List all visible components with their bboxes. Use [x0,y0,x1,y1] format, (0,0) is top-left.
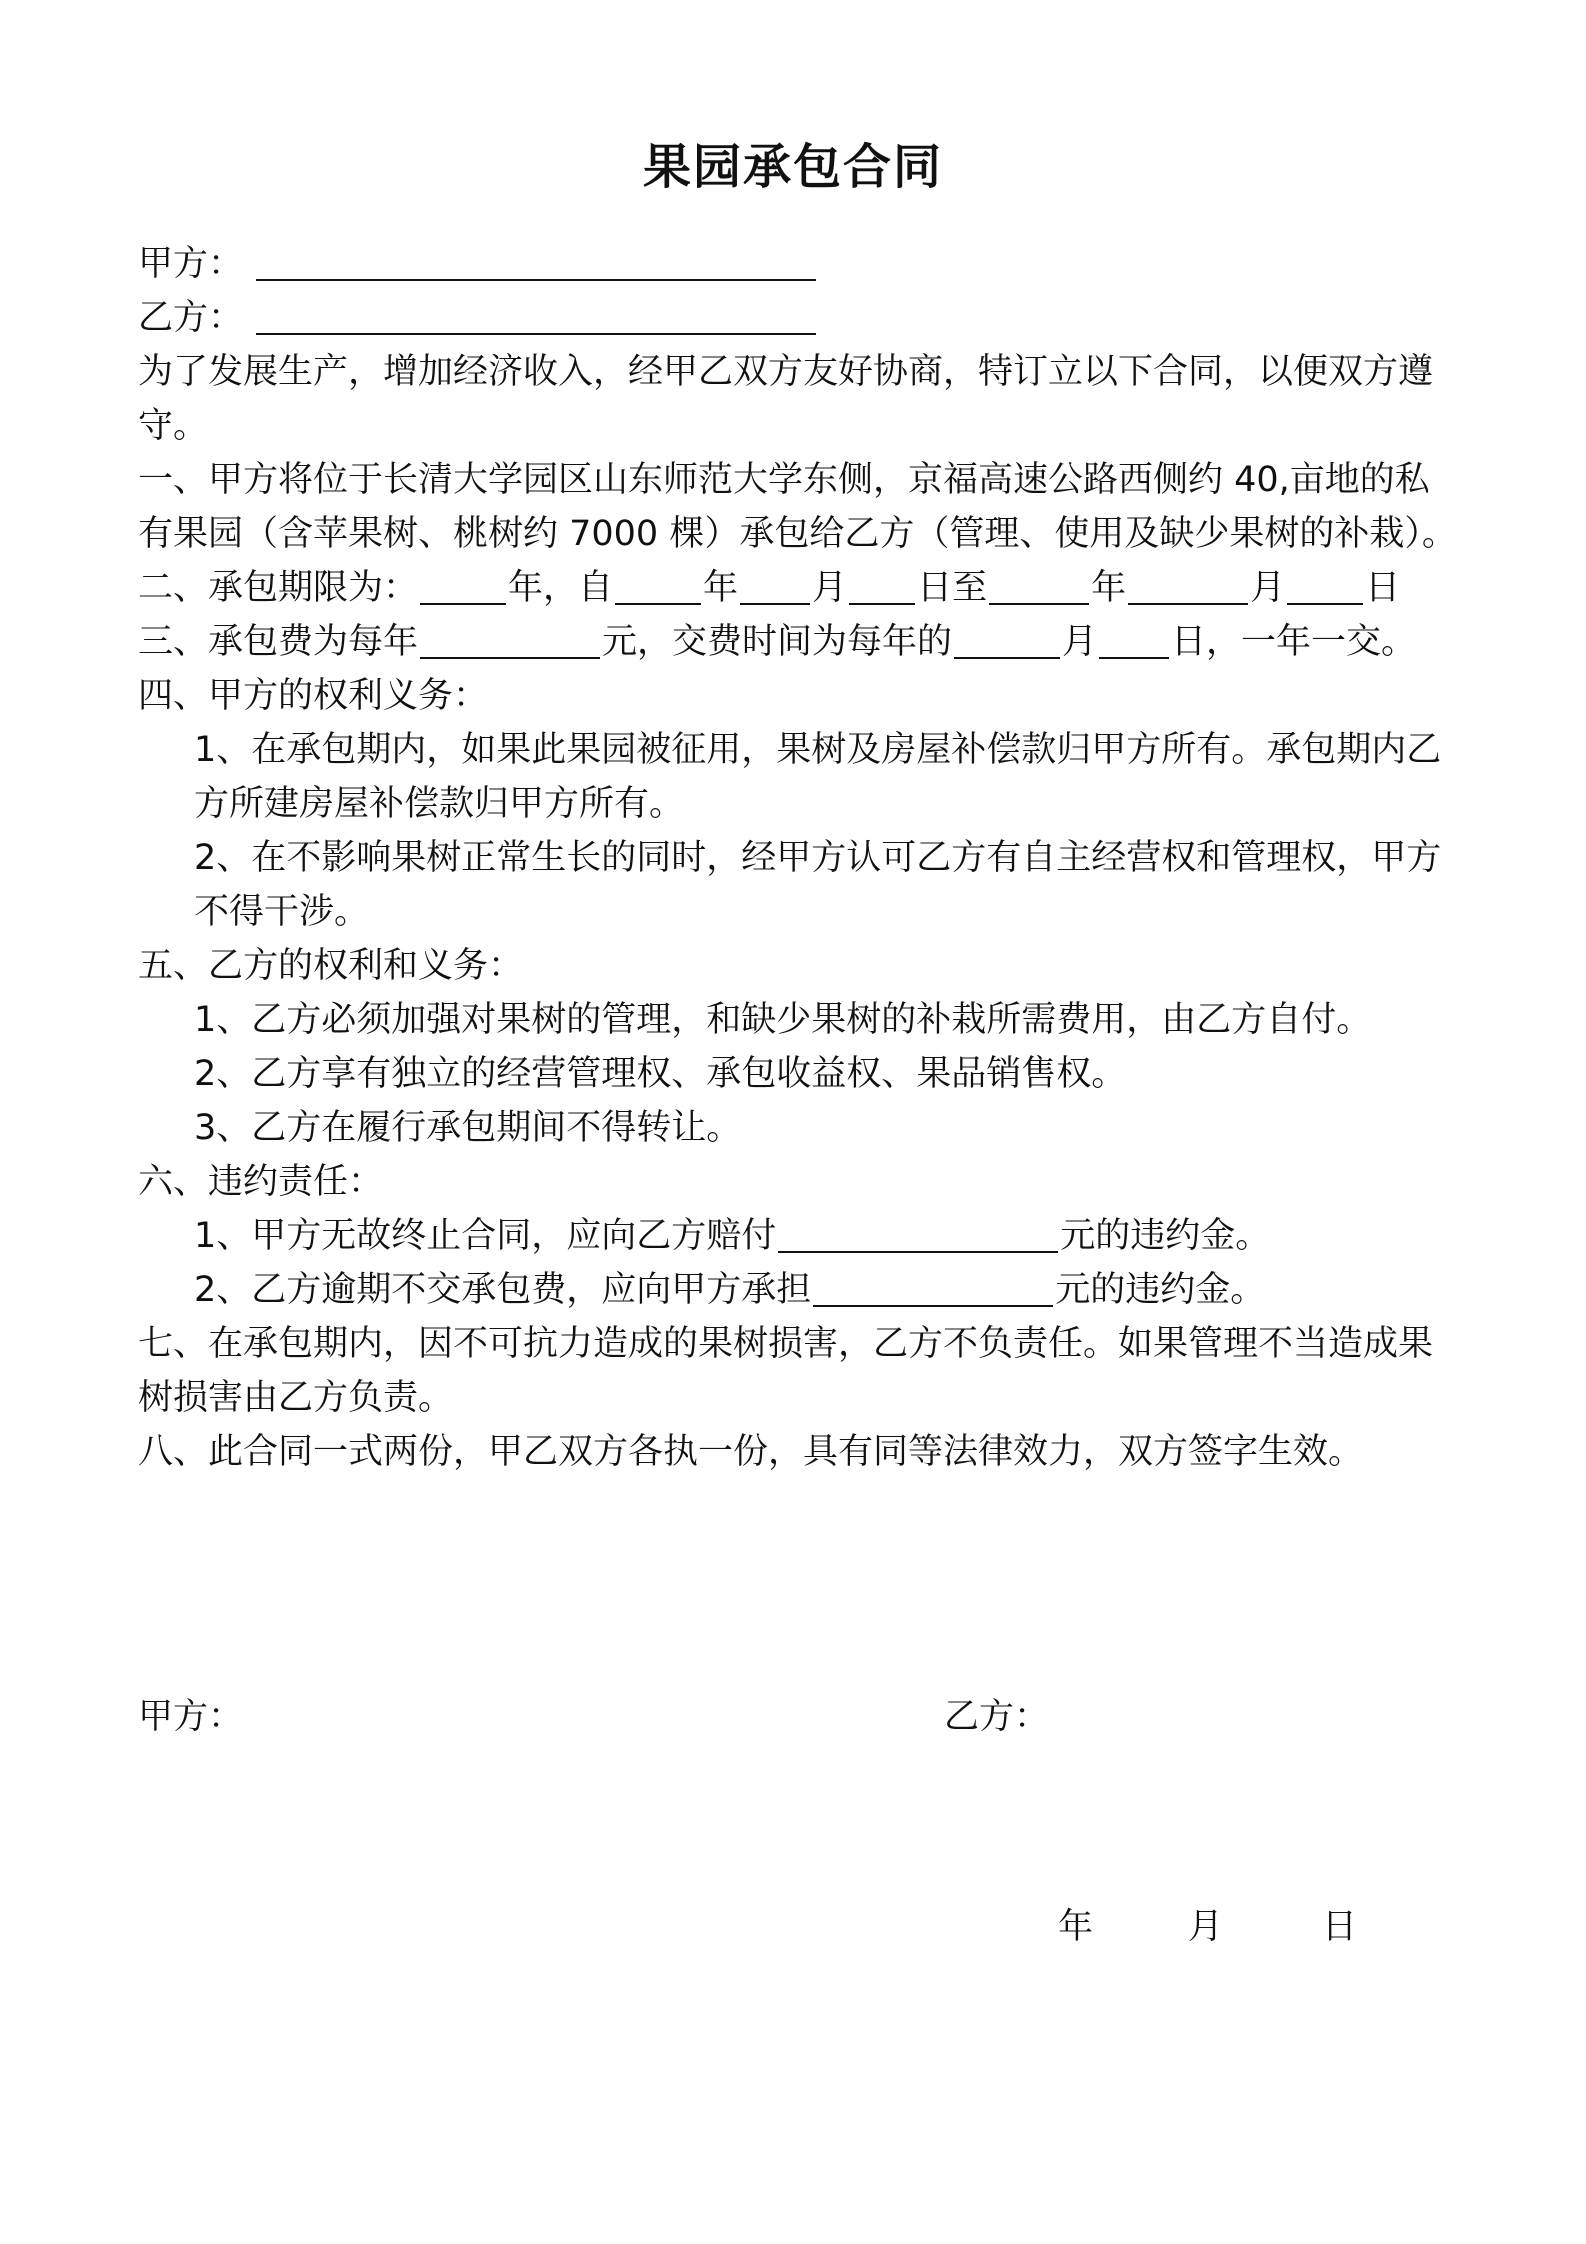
intro-paragraph: 为了发展生产，增加经济收入，经甲乙双方友好协商，特订立以下合同，以便双方遵守。 [138,352,1434,446]
clause-2-text-4: 月 [812,568,848,608]
clause-2-text-3: 年 [703,568,739,608]
clause-2-text-2: 年，自 [508,568,614,608]
clause-4-item-2: 2、在不影响果树正常生长的同时，经甲方认可乙方有自主经营权和管理权，甲方不得干涉。 [194,838,1442,932]
clause-1: 一、甲方将位于长清大学园区山东师范大学东侧，京福高速公路西侧约 40,亩地的私有果园（含苹果树、桃树约 7000 棵）承包给乙方（管理、使用及缺少果树的补栽）。 [138,460,1457,554]
clause-7: 七、在承包期内，因不可抗力造成的果树损害，乙方不负责任。如果管理不当造成果树损害由乙方负责。 [138,1324,1434,1418]
clause-2-text-8: 日 [1365,568,1401,608]
clause-3-text-2: 元，交费时间为每年的 [602,622,953,662]
clause-5-heading: 五、乙方的权利和义务： [138,946,524,986]
clause-2-text-1: 二、承包期限为： [138,568,419,608]
party-a-penalty-blank[interactable] [778,1211,1058,1253]
start-month-blank[interactable] [740,563,810,605]
clause-6-item-2-text: 2、乙方逾期不交承包费，应向甲方承担 [194,1270,812,1310]
start-day-blank[interactable] [849,563,915,605]
date-day: 日 [1322,1907,1358,1947]
clause-6-item-1 [138,1209,1458,1263]
party-a-line [138,237,1458,291]
clause-6-item-1-text: 1、甲方无故终止合同，应向乙方赔付 [194,1216,777,1256]
clause-4-item-1: 1、在承包期内，如果此果园被征用，果树及房屋补偿款归甲方所有。承包期内乙方所建房屋补偿款归甲方所有。 [194,730,1442,824]
clause-6-item-2 [138,1263,1458,1317]
payment-day-blank[interactable] [1099,617,1169,659]
clause-5-item-2: 2、乙方享有独立的经营管理权、承包收益权、果品销售权。 [194,1054,1127,1094]
end-year-blank[interactable] [989,563,1089,605]
contract-body [138,237,1458,1479]
payment-month-blank[interactable] [954,617,1060,659]
clause-3 [138,615,1458,669]
clause-6-item-1-suffix: 元的违约金。 [1060,1216,1271,1256]
clause-2-text-7: 月 [1250,568,1286,608]
party-b-line [138,291,1458,345]
party-a-blank[interactable] [256,239,816,281]
party-a-label: 甲方： [138,244,244,284]
party-b-penalty-blank[interactable] [813,1265,1053,1307]
clause-3-text-4: 日，一年一交。 [1171,622,1417,662]
date-year: 年 [1058,1907,1094,1947]
clause-2 [138,561,1458,615]
clause-3-text-1: 三、承包费为每年 [138,622,419,662]
clause-4-heading: 四、甲方的权利义务： [138,676,489,716]
clause-6-item-2-suffix: 元的违约金。 [1055,1270,1266,1310]
signature-party-b: 乙方： [944,1697,1050,1737]
end-month-blank[interactable] [1128,563,1248,605]
clause-6-heading: 六、违约责任： [138,1162,384,1202]
clause-3-text-3: 月 [1062,622,1098,662]
clause-5-item-3: 3、乙方在履行承包期间不得转让。 [194,1108,742,1148]
document-title: 果园承包合同 [642,139,943,195]
annual-fee-blank[interactable] [420,617,600,659]
date-month: 月 [1188,1907,1224,1947]
clause-2-text-5: 日至 [917,568,988,608]
clause-8: 八、此合同一式两份，甲乙双方各执一份，具有同等法律效力，双方签字生效。 [138,1432,1364,1472]
party-b-label: 乙方： [138,298,244,338]
clause-2-text-6: 年 [1091,568,1127,608]
clause-5-item-1: 1、乙方必须加强对果树的管理，和缺少果树的补栽所需费用，由乙方自付。 [194,1000,1372,1040]
party-b-blank[interactable] [256,293,816,335]
start-year-blank[interactable] [615,563,701,605]
signature-party-a: 甲方： [138,1697,244,1737]
end-day-blank[interactable] [1287,563,1363,605]
term-years-blank[interactable] [420,563,506,605]
